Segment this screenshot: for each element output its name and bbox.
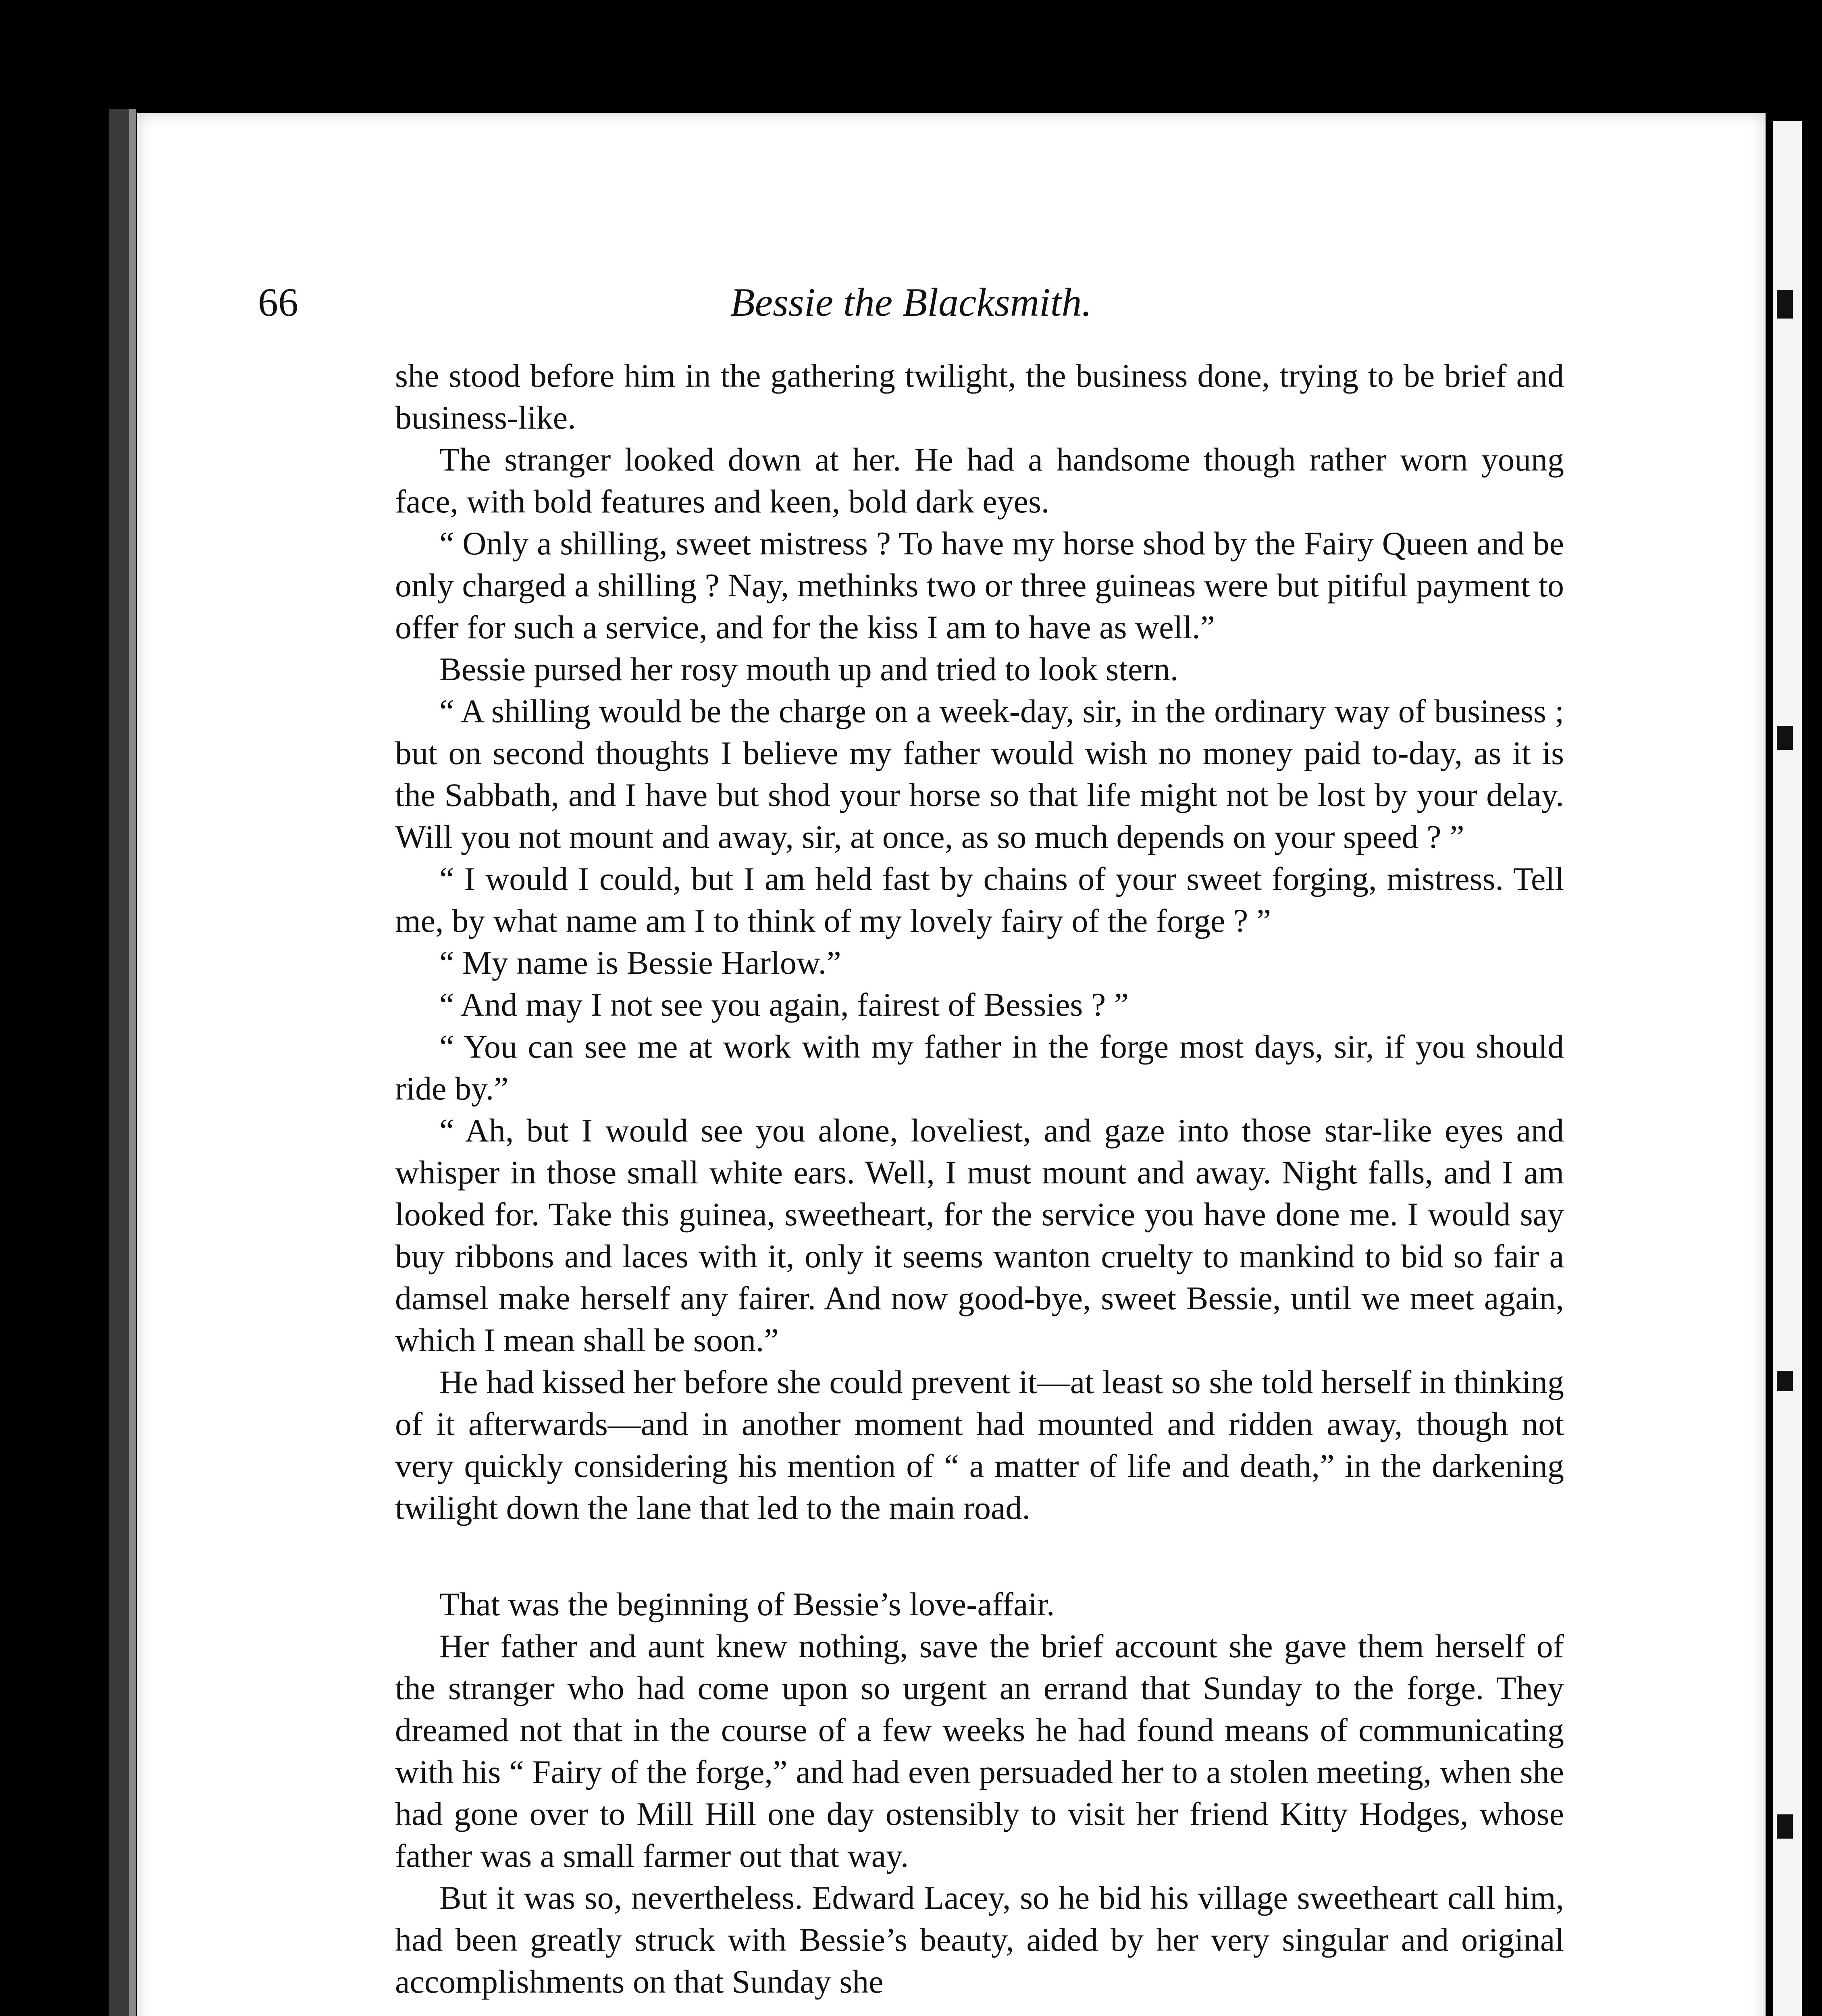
paragraph: “ And may I not see you again, fairest of Bessies ? ” — [439, 986, 1129, 1023]
paragraph: That was the beginning of Bessie’s love-affair. — [439, 1586, 1055, 1622]
running-title: Bessie the Blacksmith. — [730, 280, 1092, 325]
paragraph: “ A shilling would be the charge on a week-day, sir, in the ordinary way of business ; but on second thoughts I believe my father would wish no money paid to-day, as it is the Sabbath, and I have but shod your horse so that life might not be lost by your delay. Will you not mount and away, sir, at once, as so much depends on your speed ? ” — [395, 693, 1564, 855]
binding-edge — [129, 109, 136, 2016]
paragraph: “ Only a shilling, sweet mistress ? To have my horse shod by the Fairy Queen and be only charged a shilling ? Nay, methinks two or three guineas were but pitiful payment to offer for such a service, and for the kiss I am to have as well.” — [395, 525, 1564, 646]
paragraph: “ My name is Bessie Harlow.” — [439, 944, 841, 981]
paragraph: she stood before him in the gathering twilight, the business done, trying to be brief and business-like. — [395, 357, 1564, 436]
paragraph: He had kissed her before she could prevent it—at least so she told herself in thinking of it afterwards—and in another moment had mounted and ridden away, though not very quickly considering his mention of “ a matter of life and death,” in the darkening twilight down the lane that led to the main road. — [395, 1364, 1564, 1526]
page-number: 66 — [258, 280, 298, 325]
paragraph: “ Ah, but I would see you alone, loveliest, and gaze into those star-like eyes and whisper in those small white ears. Well, I must mount and away. Night falls, and I am looked for. Take this guinea, sweetheart, for the service you have done me. I would say buy ribbons and laces with it, only it seems wanton cruelty to mankind to bid so fair a damsel make herself any fairer. And now good-bye, sweet Bessie, until we meet again, which I mean shall be soon.” — [395, 1112, 1564, 1358]
edge-mark — [1777, 290, 1793, 319]
edge-mark — [1777, 1814, 1793, 1839]
paragraph: Bessie pursed her rosy mouth up and tried to look stern. — [439, 651, 1179, 687]
paragraph: The stranger looked down at her. He had a handsome though rather worn young face, with bold features and keen, bold dark eyes. — [395, 441, 1564, 520]
paragraph: Her father and aunt knew nothing, save the brief account she gave them herself of the stranger who had come upon so urgent an errand that Sunday to the forge. They dreamed not that in the course of a few weeks he had found means of communicating with his “ Fairy of the forge,” and had even persuaded her to a stolen meeting, when she had gone over to Mill Hill one day ostensibly to visit her friend Kitty Hodges, whose father was a small farmer out that way. — [395, 1628, 1564, 1874]
running-head — [258, 270, 1564, 335]
edge-mark — [1777, 1371, 1793, 1391]
paragraph: “ I would I could, but I am held fast by chains of your sweet forging, mistress. Tell me, by what name am I to think of my lovely fairy of the forge ? ” — [395, 860, 1564, 939]
paragraph: But it was so, nevertheless. Edward Lacey, so he bid his village sweetheart call him, had been greatly struck with Bessie’s beauty, aided by her very singular and original accomplishments on that Sunday she — [395, 1879, 1564, 2000]
edge-mark — [1777, 726, 1793, 750]
next-page-edge — [1773, 121, 1802, 2016]
paragraph: “ You can see me at work with my father in the forge most days, sir, if you should ride by.” — [395, 1028, 1564, 1107]
body-text — [395, 355, 1564, 2003]
